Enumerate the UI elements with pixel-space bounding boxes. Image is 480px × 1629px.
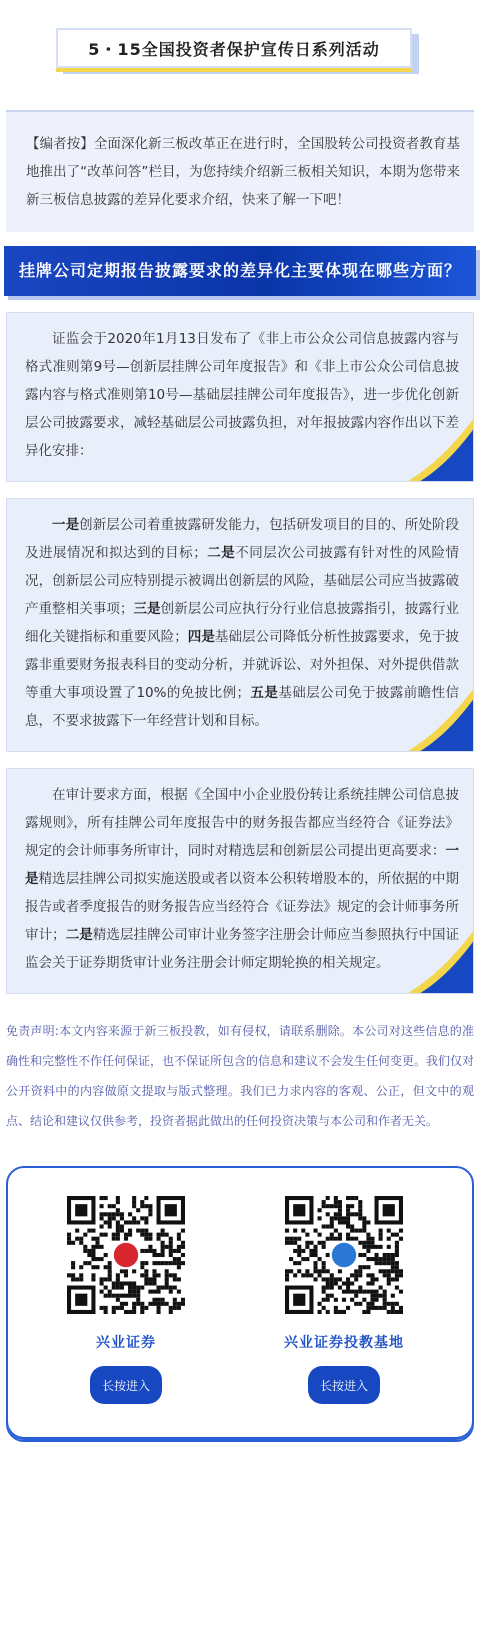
intro-paragraph: 证监会于2020年1月13日发布了《非上市公众公司信息披露内容与格式准则第9号—创新层挂牌公司年度报告》和《非上市公众公司信息披露内容与格式准则第10号—基础层挂牌公司年度报告》，进一步优化创新层公司披露要求，减轻基础层公司披露负担，对年报披露内容作出以下差异化安排： [25,331,459,459]
qr-block-xyzq [26,1196,226,1404]
title-box [56,28,412,68]
point-marker: 四是 [187,629,215,645]
enter-button[interactable]: 长按进入 [308,1366,380,1404]
point-text: 在审计要求方面，根据《全国中小企业股份转让系统挂牌公司信息披露规则》，所有挂牌公司年度报告中的财务报告都应当经符合《证券法》规定的会计师事务所审计，同时对精选层和创新层公司提出更高要求： [25,787,459,859]
point-text: 创新层公司着重披露研发能力，包括研发项目的目的、所处阶段及进展情况和拟达到的目标； [25,517,460,561]
point-text: 精选层挂牌公司拟实施送股或者以资本公积转增股本的，所依据的中期报告或者季度报告的财务报告应当经符合《证券法》规定的会计师事务所审计； [25,871,460,943]
point-marker: 一是 [52,517,80,533]
title-underline [56,68,412,72]
point-text: 基础层公司免于披露前瞻性信息，不要求披露下一年经营计划和目标。 [25,685,460,729]
point-text: 创新层公司应执行分行业信息披露指引，披露行业细化关键指标和重要风险； [25,601,460,645]
audit-paragraph [25,781,459,977]
question-heading: 挂牌公司定期报告披露要求的差异化主要体现在哪些方面？ [4,246,476,296]
point-marker: 一是 [25,843,459,887]
point-text: 精选层挂牌公司审计业务签字注册会计师应当参照执行中国证监会关于证券期货审计业务注册会计师定期轮换的相关规定。 [25,927,460,971]
qr-label: 兴业证券 [96,1335,156,1351]
point-text: 不同层次公司披露有针对性的风险情况，创新层公司应特别提示被调出创新层的风险，基础层公司应当披露破产重整相关事项； [25,545,460,617]
qr-block-education-base [244,1196,444,1404]
differences-paragraph [25,511,459,735]
qr-code-icon[interactable] [67,1196,185,1314]
content-card-differences [6,498,474,752]
point-marker: 二是 [206,545,236,561]
qr-code-section [6,1166,474,1442]
content-card-intro [6,312,474,482]
disclaimer-text: 免责声明:本文内容来源于新三板投教，如有侵权，请联系删除。本公司对这些信息的准确性和完整性不作任何保证，也不保证所包含的信息和建议不会发生任何变更。我们仅对公开资料中的内容做原文提取与版式整理。我们已力求内容的客观、公正，但文中的观点、结论和建议仅供参考，投资者据此做出的任何投资决策与本公司和作者无关。 [6,1024,475,1128]
qr-code-icon[interactable] [285,1196,403,1314]
enter-button[interactable]: 长按进入 [90,1366,162,1404]
content-card-audit [6,768,474,994]
page-title: 5・15全国投资者保护宣传日系列活动 [88,39,380,59]
point-marker: 二是 [65,927,93,943]
editor-note: 【编者按】全面深化新三板改革正在进行时，全国股转公司投资者教育基地推出了“改革问答”栏目，为您持续介绍新三板相关知识，本期为您带来新三板信息披露的差异化要求介绍，快来了解一下吧！ [6,110,474,232]
title-banner [0,28,480,98]
point-text: 基础层公司降低分析性披露要求，免于披露非重要财务报表科目的变动分析，并就诉讼、对外担保、对外提供借款等重大事项设置了10%的免披比例； [25,629,460,701]
point-marker: 三是 [133,601,161,617]
point-marker: 五是 [250,685,279,701]
article-page [0,28,480,1442]
qr-label: 兴业证券投教基地 [284,1335,404,1351]
